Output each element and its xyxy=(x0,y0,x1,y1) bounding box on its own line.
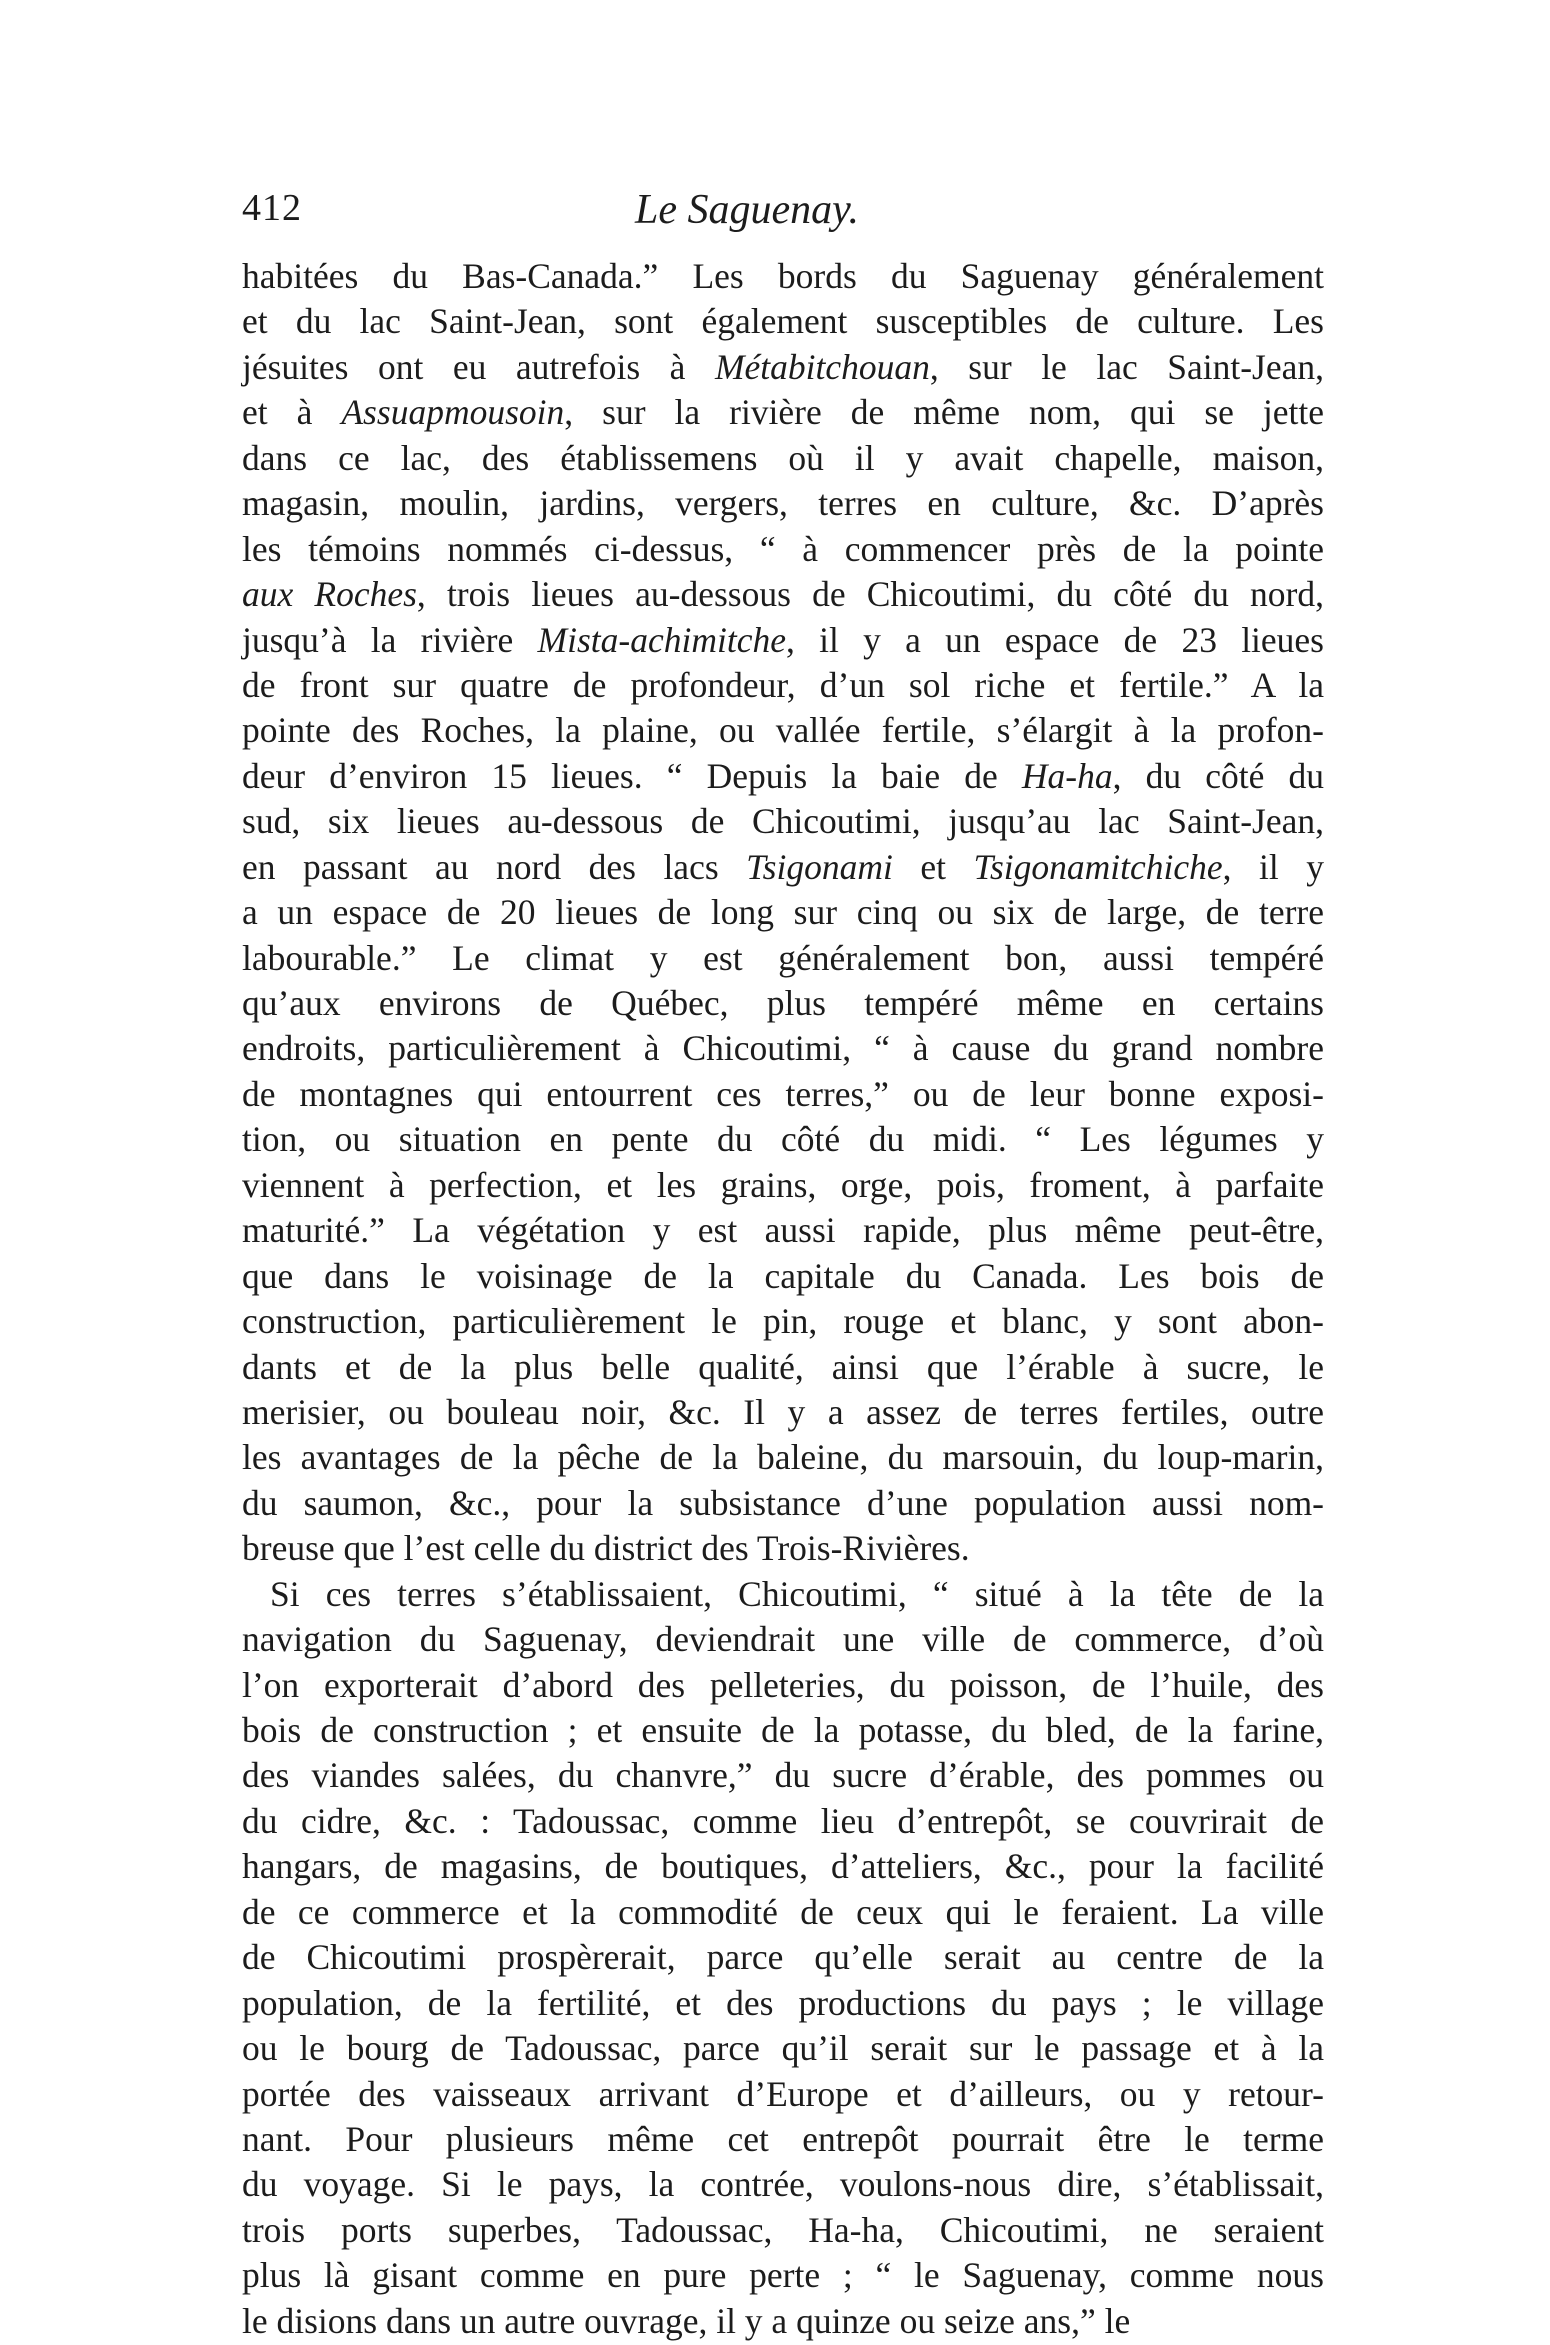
text-segment: en passant au nord des lacs xyxy=(242,846,747,887)
text-segment: jusqu’à la rivière xyxy=(242,619,538,660)
text-line xyxy=(242,1117,1324,1162)
text-line xyxy=(242,1390,1324,1435)
text-segment: , sur la rivière de même nom, qui se jette xyxy=(564,392,1324,433)
text-line xyxy=(242,2072,1324,2117)
text-segment: de montagnes qui entourrent ces terres,” ou de leur bonne exposi- xyxy=(242,1073,1324,1114)
text-segment: deur d’environ 15 lieues. “ Depuis la baie de xyxy=(242,755,1022,796)
text-line xyxy=(242,254,1324,299)
text-segment: maturité.” La végétation y est aussi rapide, plus même peut-être, xyxy=(242,1210,1324,1251)
text-line xyxy=(242,345,1324,390)
text-segment: , il y a un espace de 23 lieues xyxy=(785,619,1325,660)
text-segment: plus là gisant comme en pure perte ; “ le Saguenay, comme nous xyxy=(242,2255,1324,2296)
text-line xyxy=(242,2162,1324,2207)
text-segment: du voyage. Si le pays, la contrée, voulons-nous dire, s’établissait, xyxy=(242,2164,1324,2205)
text-line xyxy=(242,1481,1324,1526)
text-line xyxy=(242,2299,1324,2344)
text-segment: sud, six lieues au-dessous de Chicoutimi, jusqu’au lac Saint-Jean, xyxy=(242,801,1324,842)
text-line xyxy=(242,754,1324,799)
text-segment: labourable.” Le climat y est généralement bon, aussi tempéré xyxy=(242,937,1324,978)
italic-text: Métabitchouan xyxy=(714,346,930,387)
page-header xyxy=(242,186,1322,246)
text-line xyxy=(242,1981,1324,2026)
text-segment: a un espace de 20 lieues de long sur cinq ou six de large, de terre xyxy=(242,892,1324,933)
text-line xyxy=(242,1753,1324,1798)
text-segment: construction, particulièrement le pin, rouge et blanc, y sont abon- xyxy=(242,1301,1324,1342)
text-segment: navigation du Saguenay, deviendrait une ville de commerce, d’où xyxy=(242,1619,1324,1660)
text-line xyxy=(242,481,1324,526)
text-line xyxy=(242,1663,1324,1708)
text-line xyxy=(242,2117,1324,2162)
text-line xyxy=(242,1163,1324,1208)
text-line xyxy=(242,2026,1324,2071)
text-segment: population, de la fertilité, et des productions du pays ; le village xyxy=(242,1982,1324,2023)
body-text xyxy=(242,254,1324,2344)
text-line xyxy=(242,936,1324,981)
text-line xyxy=(242,572,1324,617)
text-line xyxy=(242,1299,1324,1344)
text-line xyxy=(242,2208,1324,2253)
text-line xyxy=(242,663,1324,708)
text-line xyxy=(242,981,1324,1026)
text-line xyxy=(242,1026,1324,1071)
text-segment: tion, ou situation en pente du côté du midi. “ Les légumes y xyxy=(242,1119,1324,1160)
text-segment: , trois lieues au-dessous de Chicoutimi, du côté du nord, xyxy=(416,574,1324,615)
text-segment: les avantages de la pêche de la baleine, du marsouin, du loup-marin, xyxy=(242,1437,1324,1478)
text-segment: ou le bourg de Tadoussac, parce qu’il serait sur le passage et à la xyxy=(242,2028,1324,2069)
text-segment: habitées du Bas-Canada.” Les bords du Saguenay généralement xyxy=(242,256,1324,296)
italic-text: Assuapmousoin xyxy=(341,392,565,433)
text-line xyxy=(242,1844,1324,1889)
italic-text: Ha-ha xyxy=(1021,755,1113,796)
text-segment: viennent à perfection, et les grains, orge, pois, froment, à parfaite xyxy=(242,1164,1324,1205)
text-segment: et du lac Saint-Jean, sont également susceptibles de culture. Les xyxy=(242,301,1324,342)
text-line xyxy=(242,1345,1324,1390)
text-segment: et xyxy=(892,846,974,887)
text-line xyxy=(242,890,1324,935)
italic-text: aux Roches xyxy=(242,574,417,615)
text-segment: , il y xyxy=(1222,846,1325,887)
text-segment: dants et de la plus belle qualité, ainsi que l’érable à sucre, le xyxy=(242,1346,1324,1387)
text-segment: de front sur quatre de profondeur, d’un sol riche et fertile.” A la xyxy=(242,664,1324,705)
text-segment: de ce commerce et la commodité de ceux qui le feraient. La ville xyxy=(242,1891,1324,1932)
text-segment: dans ce lac, des établissemens où il y avait chapelle, maison, xyxy=(242,437,1324,478)
text-segment: endroits, particulièrement à Chicoutimi, “ à cause du grand nombre xyxy=(242,1028,1324,1069)
text-line xyxy=(242,799,1324,844)
text-segment: du saumon, &c., pour la subsistance d’une population aussi nom- xyxy=(242,1482,1324,1523)
text-segment: des viandes salées, du chanvre,” du sucre d’érable, des pommes ou xyxy=(242,1755,1324,1796)
text-segment: , sur le lac Saint-Jean, xyxy=(929,346,1324,387)
text-line xyxy=(242,1617,1324,1662)
page-number: 412 xyxy=(242,187,302,229)
text-line xyxy=(242,390,1324,435)
text-line xyxy=(242,618,1324,663)
text-segment: Si ces terres s’établissaient, Chicoutimi, “ situé à la tête de la xyxy=(270,1573,1324,1614)
text-line xyxy=(242,1526,1324,1571)
text-line xyxy=(242,436,1324,481)
text-line xyxy=(242,1254,1324,1299)
text-segment: , du côté du xyxy=(1112,755,1324,796)
text-line xyxy=(242,708,1324,753)
italic-text: Tsigonamitchiche xyxy=(973,846,1223,887)
text-segment: jésuites ont eu autrefois à xyxy=(242,346,715,387)
text-segment: de Chicoutimi prospèrerait, parce qu’elle serait au centre de la xyxy=(242,1937,1324,1978)
running-title: Le Saguenay. xyxy=(635,187,859,233)
text-segment: qu’aux environs de Québec, plus tempéré même en certains xyxy=(242,983,1324,1023)
text-line xyxy=(242,299,1324,344)
text-segment: nant. Pour plusieurs même cet entrepôt pourrait être le terme xyxy=(242,2118,1324,2159)
text-segment: merisier, ou bouleau noir, &c. Il y a assez de terres fertiles, outre xyxy=(242,1391,1324,1432)
text-segment: du cidre, &c. : Tadoussac, comme lieu d’entrepôt, se couvrirait de xyxy=(242,1800,1324,1841)
text-segment: breuse que l’est celle du district des Trois-Rivières. xyxy=(242,1528,970,1569)
text-line xyxy=(242,1208,1324,1253)
text-segment: trois ports superbes, Tadoussac, Ha-ha, Chicoutimi, ne seraient xyxy=(242,2209,1324,2250)
text-segment: pointe des Roches, la plaine, ou vallée fertile, s’élargit à la profon- xyxy=(242,710,1324,751)
text-segment: magasin, moulin, jardins, vergers, terres en culture, &c. D’après xyxy=(242,483,1324,524)
text-line xyxy=(242,1799,1324,1844)
text-line xyxy=(242,2253,1324,2298)
text-line xyxy=(242,1572,1324,1617)
text-segment: et à xyxy=(242,392,342,433)
italic-text: Mista-achimitche xyxy=(537,619,786,660)
text-segment: l’on exporterait d’abord des pelleteries, du poisson, de l’huile, des xyxy=(242,1664,1324,1705)
italic-text: Tsigonami xyxy=(746,846,893,887)
text-line xyxy=(242,1435,1324,1480)
text-line xyxy=(242,527,1324,572)
text-segment: bois de construction ; et ensuite de la potasse, du bled, de la farine, xyxy=(242,1710,1324,1750)
text-line xyxy=(242,845,1324,890)
text-segment: le disions dans un autre ouvrage, il y a quinze ou seize ans,” le xyxy=(242,2300,1131,2341)
text-line xyxy=(242,1072,1324,1117)
text-line xyxy=(242,1708,1324,1753)
text-segment: hangars, de magasins, de boutiques, d’atteliers, &c., pour la facilité xyxy=(242,1846,1324,1887)
text-segment: les témoins nommés ci-dessus, “ à commencer près de la pointe xyxy=(242,528,1324,569)
text-line xyxy=(242,1890,1324,1935)
text-line xyxy=(242,1935,1324,1980)
text-segment: portée des vaisseaux arrivant d’Europe et d’ailleurs, ou y retour- xyxy=(242,2073,1324,2114)
text-segment: que dans le voisinage de la capitale du Canada. Les bois de xyxy=(242,1255,1324,1296)
